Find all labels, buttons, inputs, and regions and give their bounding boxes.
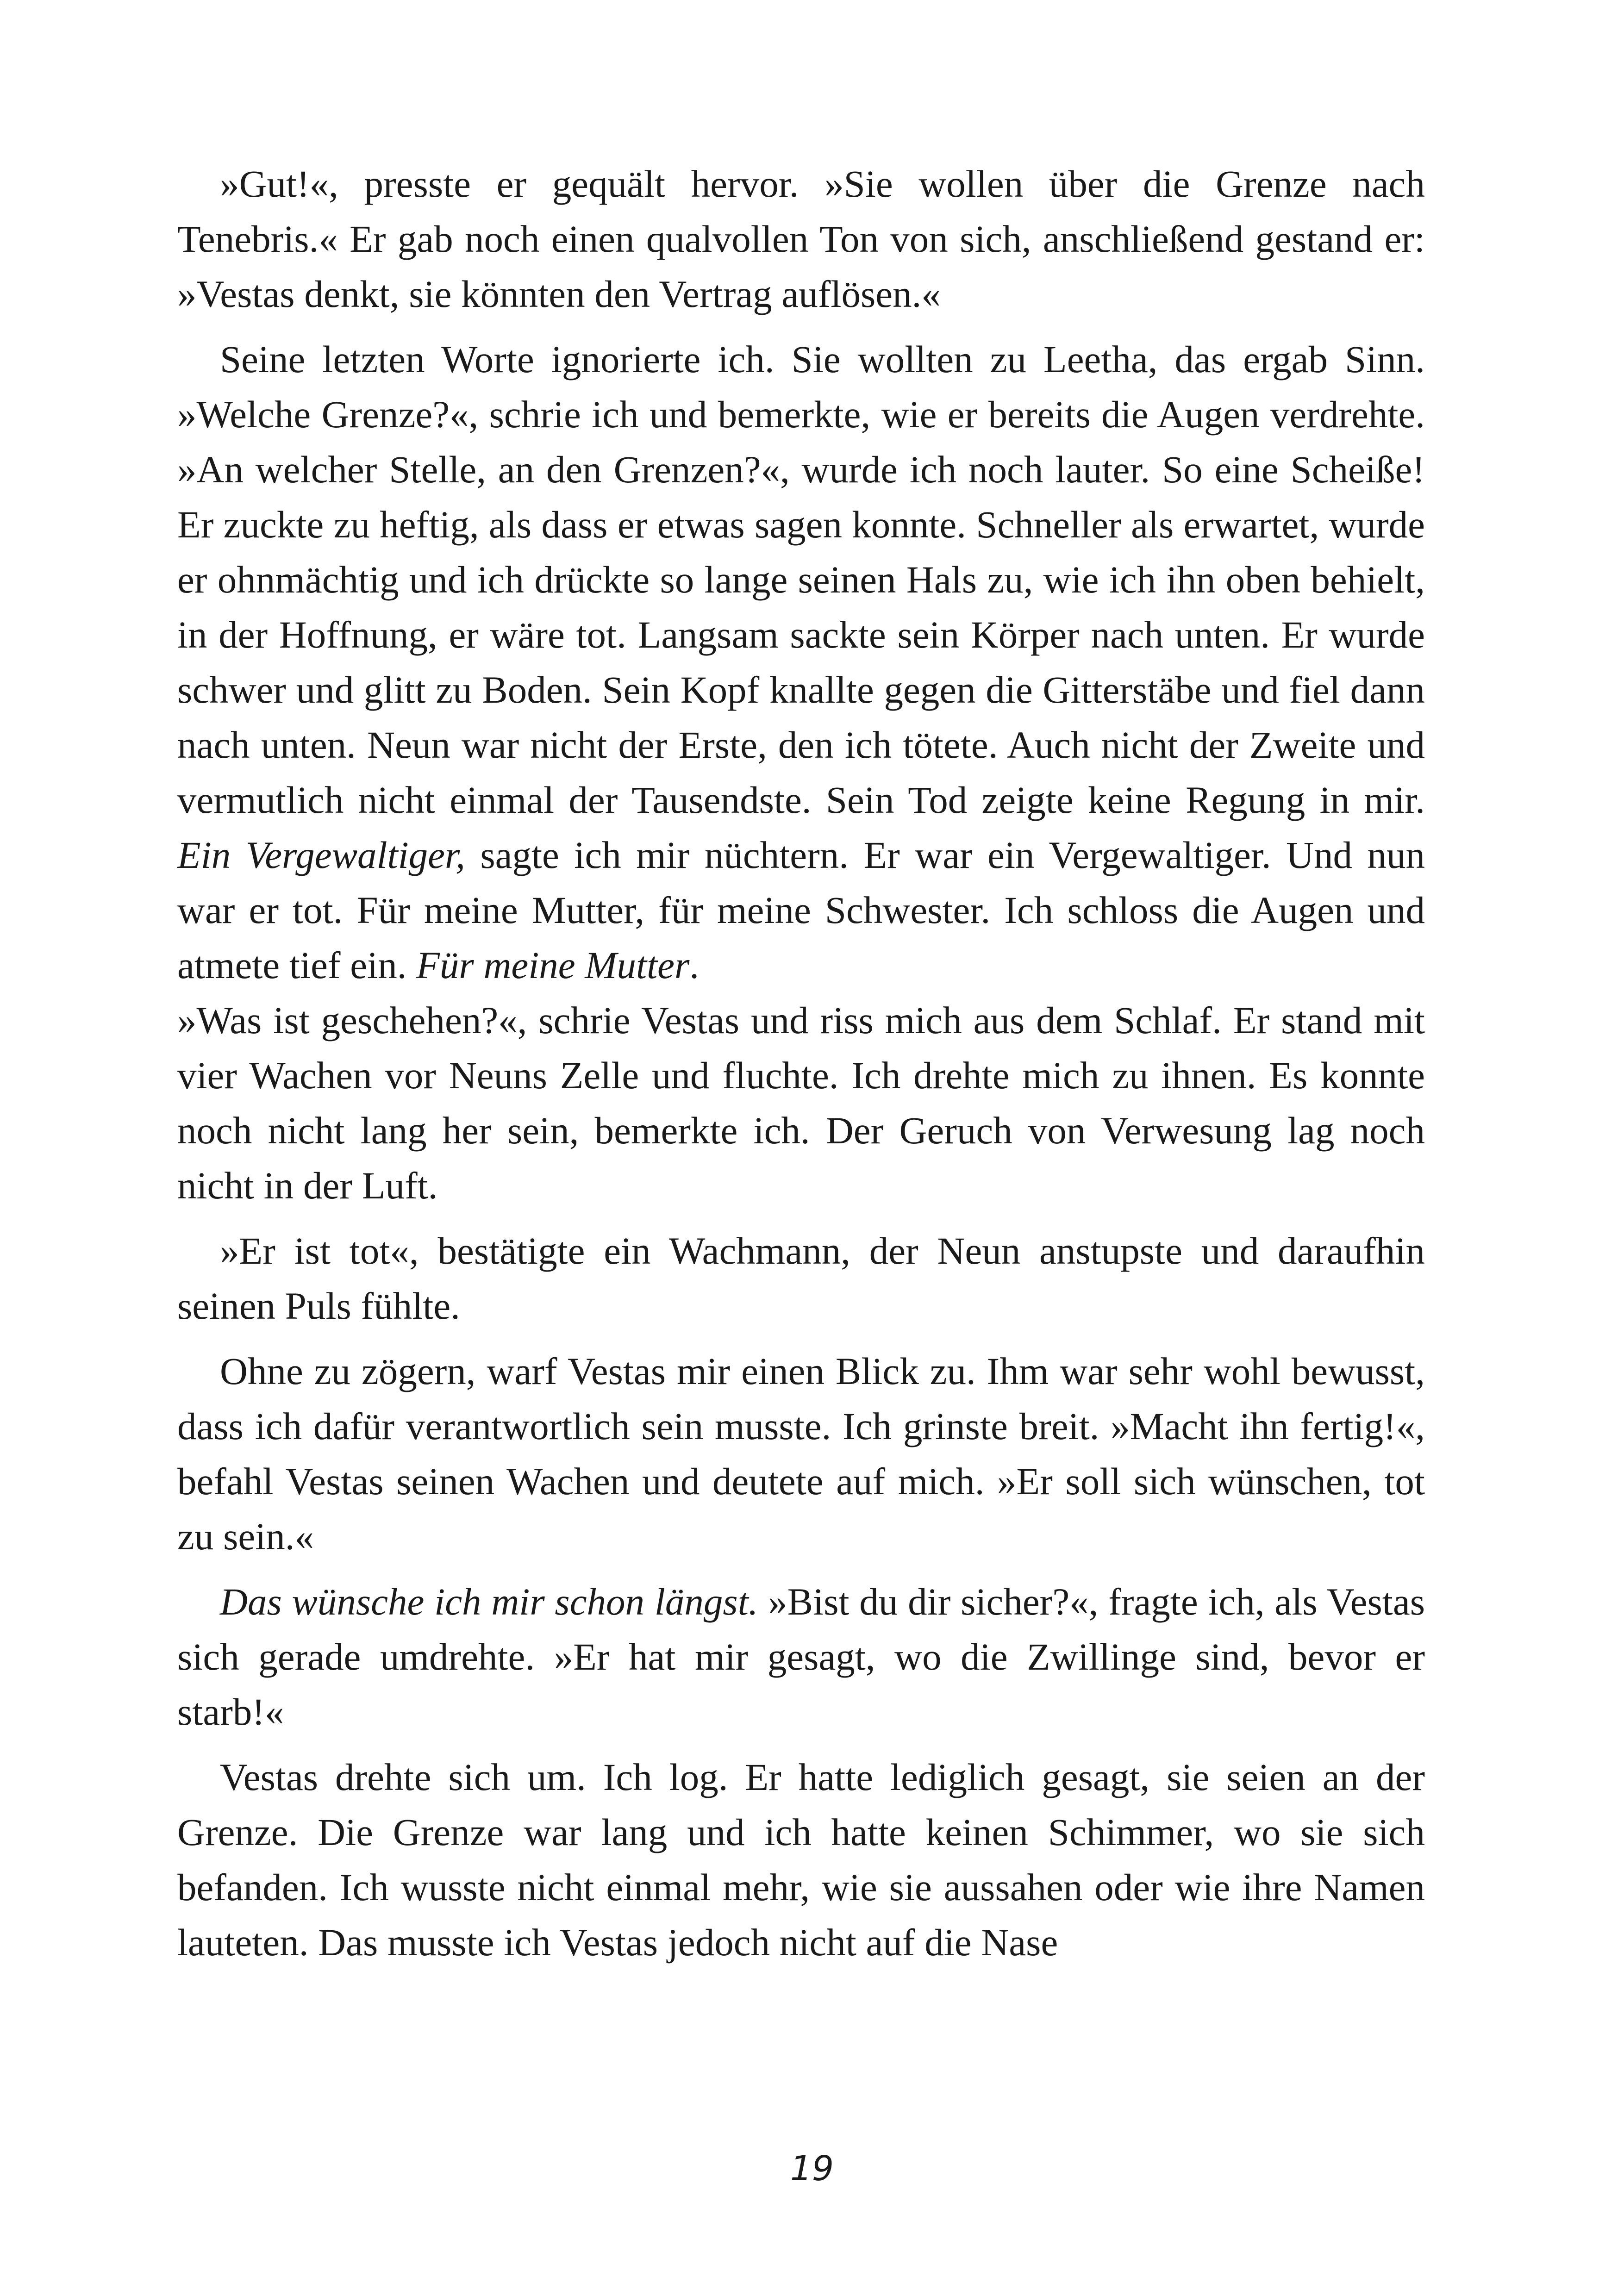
paragraph-text: »Er ist tot«, bestätigte ein Wachmann, der Neun anstupste und daraufhin seinen Puls fühlte. (177, 1229, 1425, 1327)
paragraph-3 (177, 993, 1425, 1213)
paragraph-text: Seine letzten Worte ignorierte ich. Sie wollten zu Leetha, das ergab Sinn. »Welche Grenze?«, schrie ich und bemerkte, wie er bereits die Augen verdrehte. »An welcher Stelle, an den Grenzen?«, wurde ich noch lauter. So eine Scheiße! Er zuckte zu heftig, als dass er etwas sagen konnte. Schneller als erwartet, wurde er ohnmächtig und ich drückte so lange seinen Hals zu, wie ich ihn oben behielt, in der Hoffnung, er wäre tot. Langsam sackte sein Körper nach unten. Er wurde schwer und glitt zu Boden. Sein Kopf knallte gegen die Gitterstäbe und fiel dann nach unten. Neun war nicht der Erste, den ich tötete. Auch nicht der Zweite und vermutlich nicht einmal der Tausendste. Sein Tod zeigte keine Regung in mir. (177, 338, 1425, 821)
paragraph-1 (177, 156, 1425, 322)
paragraph-4 (177, 1223, 1425, 1334)
paragraph-5 (177, 1344, 1425, 1564)
paragraph-6 (177, 1574, 1425, 1740)
paragraph-text: »Bist du dir sicher?«, fragte ich, als Vestas sich gerade umdrehte. »Er hat mir gesagt, wo die Zwillinge sind, bevor er starb!« (177, 1580, 1425, 1733)
paragraph-7 (177, 1750, 1425, 1970)
paragraph-2 (177, 332, 1425, 993)
paragraph-text: »Was ist geschehen?«, schrie Vestas und riss mich aus dem Schlaf. Er stand mit vier Wachen vor Neuns Zelle und fluchte. Ich drehte mich zu ihnen. Es konnte noch nicht lang her sein, bemerkte ich. Der Geruch von Verwesung lag noch nicht in der Luft. (177, 999, 1425, 1207)
paragraph-text: Vestas drehte sich um. Ich log. Er hatte lediglich gesagt, sie seien an der Grenze. Die Grenze war lang und ich hatte keinen Schimmer, wo sie sich befanden. Ich wusste nicht einmal mehr, wie sie aussahen oder wie ihre Namen lauteten. Das musste ich Vestas jedoch nicht auf die Nase (177, 1756, 1425, 1964)
paragraph-text: Ohne zu zögern, warf Vestas mir einen Blick zu. Ihm war sehr wohl bewusst, dass ich dafür verantwortlich sein musste. Ich grinste breit. »Macht ihn fertig!«, befahl Vestas seinen Wachen und deutete auf mich. »Er soll sich wünschen, tot zu sein.« (177, 1350, 1425, 1558)
italic-thought: Ein Vergewaltiger, (177, 834, 465, 876)
paragraph-text: sagte ich mir nüchtern. Er war ein Vergewaltiger. Und nun war er tot. Für meine Mutter, für meine Schwester. Ich schloss die Augen und atmete tief ein. (177, 834, 1425, 986)
paragraph-text: »Gut!«, presste er gequält hervor. »Sie wollen über die Grenze nach Tenebris.« Er gab noch einen qualvollen Ton von sich, anschließend gestand er: »Vestas denkt, sie könnten den Vertrag auflösen.« (177, 162, 1425, 315)
page-number: 19 (790, 2149, 834, 2189)
paragraph-text: . (689, 944, 700, 986)
body-text (177, 156, 1425, 1970)
italic-thought: Das wünsche ich mir schon längst. (220, 1580, 758, 1623)
italic-thought: Für meine Mutter (416, 944, 690, 986)
